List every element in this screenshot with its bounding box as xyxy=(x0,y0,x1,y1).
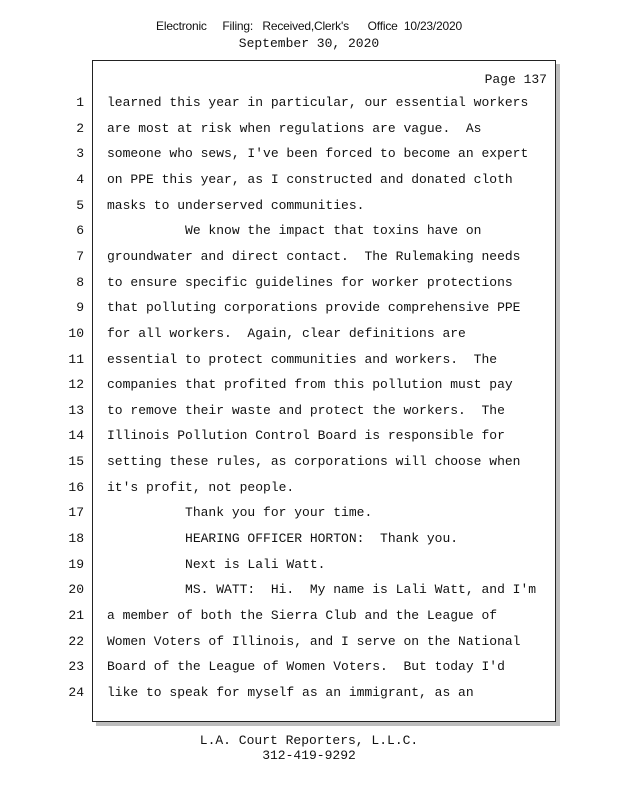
line-number: 18 xyxy=(68,531,84,546)
transcript-line: companies that profited from this pollution must pay xyxy=(107,377,513,392)
page-number: Page 137 xyxy=(484,72,547,87)
transcript-line: someone who sews, I've been forced to become an expert xyxy=(107,146,529,161)
line-number: 2 xyxy=(76,121,84,136)
hearing-date: September 30, 2020 xyxy=(238,36,380,51)
transcript-line: Board of the League of Women Voters. But today I'd xyxy=(107,659,505,674)
line-number: 5 xyxy=(76,198,84,213)
transcript-line: setting these rules, as corporations will choose when xyxy=(107,454,521,469)
transcript-line: Thank you for your time. xyxy=(107,505,373,520)
transcript-line: to ensure specific guidelines for worker protections xyxy=(107,275,513,290)
transcript-line: to remove their waste and protect the workers. The xyxy=(107,403,505,418)
transcript-line: learned this year in particular, our essential workers xyxy=(107,95,529,110)
transcript-line: on PPE this year, as I constructed and donated cloth xyxy=(107,172,513,187)
line-number: 19 xyxy=(68,557,84,572)
reporter-name: L.A. Court Reporters, L.L.C. xyxy=(199,733,419,748)
filing-stamp: Electronic Filing: Received,Clerk's Office 10/23/2020 xyxy=(156,19,462,33)
line-number: 13 xyxy=(68,403,84,418)
line-number: 12 xyxy=(68,377,84,392)
transcript-line: like to speak for myself as an immigrant, as an xyxy=(107,685,474,700)
transcript-line: We know the impact that toxins have on xyxy=(107,223,482,238)
line-number: 22 xyxy=(68,634,84,649)
line-number: 24 xyxy=(68,685,84,700)
transcript-line: that polluting corporations provide comprehensive PPE xyxy=(107,300,521,315)
transcript-line: Illinois Pollution Control Board is responsible for xyxy=(107,428,505,443)
line-number: 4 xyxy=(76,172,84,187)
line-number: 20 xyxy=(68,582,84,597)
transcript-line: it's profit, not people. xyxy=(107,480,295,495)
transcript-line: Next is Lali Watt. xyxy=(107,557,326,572)
transcript-line: are most at risk when regulations are vague. As xyxy=(107,121,482,136)
transcript-line: groundwater and direct contact. The Rulemaking needs xyxy=(107,249,521,264)
transcript-line: masks to underserved communities. xyxy=(107,198,365,213)
line-number: 11 xyxy=(68,352,84,367)
transcript-line: for all workers. Again, clear definitions are xyxy=(107,326,466,341)
line-number: 14 xyxy=(68,428,84,443)
line-number: 15 xyxy=(68,454,84,469)
line-number: 23 xyxy=(68,659,84,674)
reporter-phone: 312-419-9292 xyxy=(262,748,356,763)
line-number: 8 xyxy=(76,275,84,290)
line-number: 21 xyxy=(68,608,84,623)
line-number: 6 xyxy=(76,223,84,238)
line-number: 17 xyxy=(68,505,84,520)
transcript-line: MS. WATT: Hi. My name is Lali Watt, and I'm xyxy=(107,582,537,597)
transcript-line: a member of both the Sierra Club and the League of xyxy=(107,608,498,623)
line-number: 9 xyxy=(76,300,84,315)
line-number: 7 xyxy=(76,249,84,264)
transcript-line: essential to protect communities and workers. The xyxy=(107,352,498,367)
line-number: 10 xyxy=(68,326,84,341)
line-number: 16 xyxy=(68,480,84,495)
transcript-line: HEARING OFFICER HORTON: Thank you. xyxy=(107,531,459,546)
line-number: 3 xyxy=(76,146,84,161)
transcript-line: Women Voters of Illinois, and I serve on the National xyxy=(107,634,521,649)
line-number: 1 xyxy=(76,95,84,110)
